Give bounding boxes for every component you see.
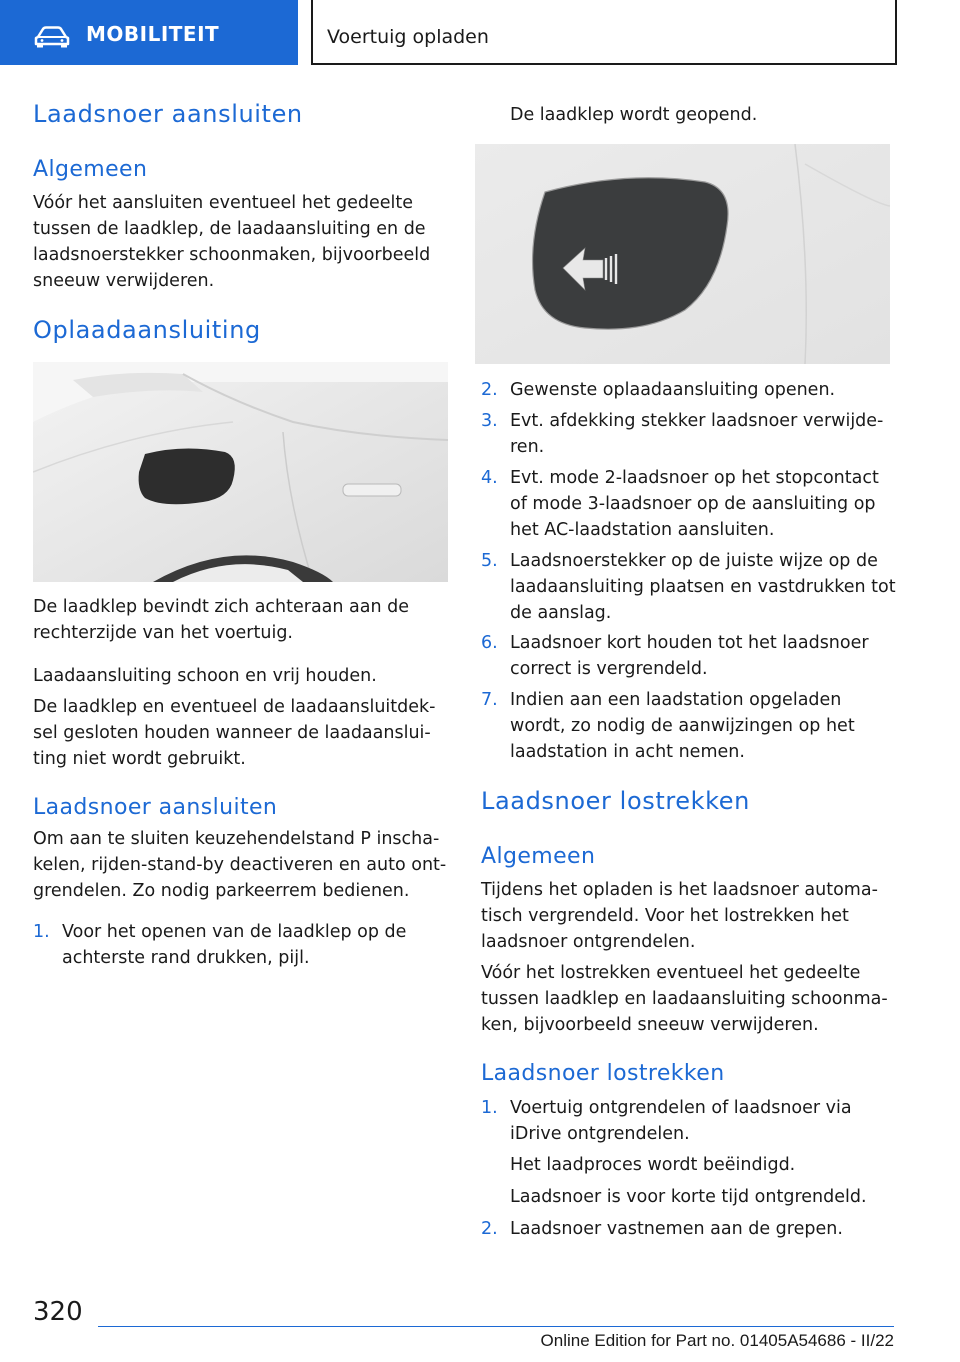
paragraph-opened: De laadklep wordt geopend. xyxy=(510,105,758,125)
step-note: Het laadproces wordt beëindigd. xyxy=(510,1155,796,1175)
paragraph-location: De laadklep bevindt zich achteraan aan de rechterzijde van het voertuig. xyxy=(33,597,410,643)
paragraph-automatisch: Tijdens het opladen is het laadsnoer automa- tisch vergrendeld. Voor het lostrekken het laadsnoer ontgrendelen. xyxy=(481,880,878,952)
paragraph-voor-lostrekken: Vóór het lostrekken eventueel het gedeelte tussen laadklep en laadaansluiting schoonma- ken, bijvoorbeeld sneeuw verwijderen. xyxy=(481,963,888,1035)
breadcrumb-label: Voertuig opladen xyxy=(327,26,489,48)
step-number: 4. xyxy=(481,468,498,488)
step-text: Gewenste oplaadaansluiting openen. xyxy=(510,380,836,400)
step-number: 7. xyxy=(481,690,498,710)
step-text: Voor het openen van de laadklep op de achterste rand drukken, pijl. xyxy=(62,922,407,968)
heading-laadsnoer-aansluiten: Laadsnoer aansluiten xyxy=(33,100,303,128)
paragraph-aansluiten: Om aan te sluiten keuzehendelstand P inscha- kelen, rijden-stand-by deactiveren en auto ont- grendelen. Zo nodig parkeerrem bedienen. xyxy=(33,829,447,901)
paragraph-algemeen: Vóór het aansluiten eventueel het gedeelte tussen de laadklep, de laadaansluiting en de laadsnoerstekker schoonmaken, bijvoorbeeld sneeuw verwijderen. xyxy=(33,193,431,291)
step-number: 5. xyxy=(481,551,498,571)
step-number: 2. xyxy=(481,1219,498,1239)
step-number: 1. xyxy=(33,922,50,942)
page-number: 320 xyxy=(33,1297,83,1327)
section-tab xyxy=(0,0,298,65)
heading-laadsnoer-aansluiten-sub: Laadsnoer aansluiten xyxy=(33,795,278,820)
step-text: Evt. mode 2-laadsnoer op het stopcontact of mode 3-laadsnoer op de aansluiting op het AC-laadstation aansluiten. xyxy=(510,468,879,540)
footer-divider xyxy=(98,1326,894,1327)
step-number: 2. xyxy=(481,380,498,400)
section-title: MOBILITEIT xyxy=(86,22,220,46)
step-text: Laadsnoer kort houden tot het laadsnoer correct is vergrendeld. xyxy=(510,633,869,679)
paragraph-closed: De laadklep en eventueel de laadaansluitdek- sel gesloten houden wanneer de laadaanslui- ting niet wordt gebruikt. xyxy=(33,697,436,769)
charging-port-photo xyxy=(33,362,448,582)
car-icon xyxy=(34,26,70,48)
step-text: Voertuig ontgrendelen of laadsnoer via iDrive ontgrendelen. xyxy=(510,1098,852,1144)
step-text: Laadsnoerstekker op de juiste wijze op de laadaansluiting plaatsen en vastdrukken tot de aanslag. xyxy=(510,551,896,623)
breadcrumb xyxy=(311,0,897,65)
heading-laadsnoer-lostrekken-sub: Laadsnoer lostrekken xyxy=(481,1061,725,1086)
heading-algemeen: Algemeen xyxy=(33,157,148,182)
paragraph-clean: Laadaansluiting schoon en vrij houden. xyxy=(33,666,377,686)
step-note: Laadsnoer is voor korte tijd ontgrendeld. xyxy=(510,1187,867,1207)
opened-flap-photo xyxy=(475,144,890,364)
edition-footer: Online Edition for Part no. 01405A54686 - II/22 xyxy=(540,1331,894,1350)
heading-oplaadaansluiting: Oplaadaansluiting xyxy=(33,316,261,344)
heading-algemeen-right: Algemeen xyxy=(481,844,596,869)
step-text: Indien aan een laadstation opgeladen wordt, zo nodig de aanwijzingen op het laadstation in acht nemen. xyxy=(510,690,855,762)
step-text: Laadsnoer vastnemen aan de grepen. xyxy=(510,1219,843,1239)
step-number: 1. xyxy=(481,1098,498,1118)
step-text: Evt. afdekking stekker laadsnoer verwijde- ren. xyxy=(510,411,884,457)
step-number: 3. xyxy=(481,411,498,431)
step-number: 6. xyxy=(481,633,498,653)
heading-laadsnoer-lostrekken: Laadsnoer lostrekken xyxy=(481,787,750,815)
